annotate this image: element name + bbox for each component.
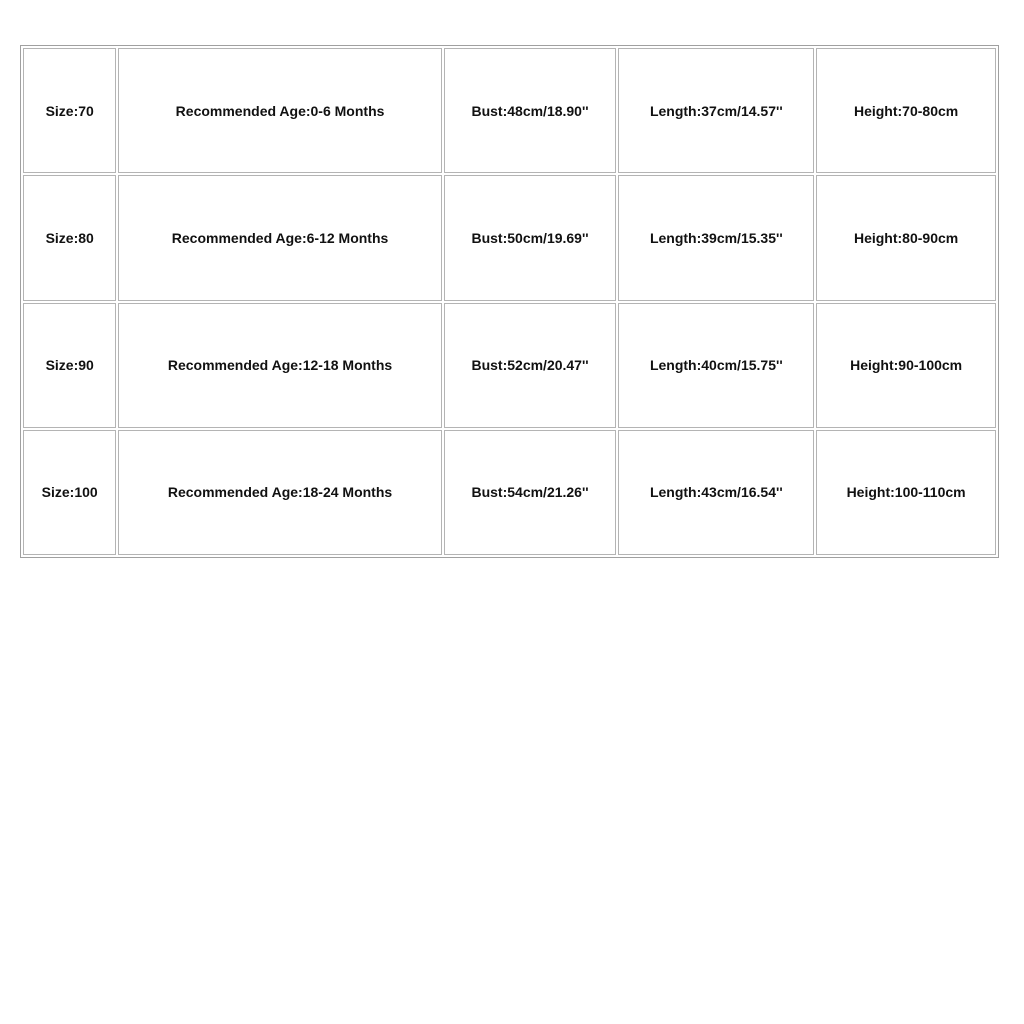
height-cell: Height:90-100cm	[816, 303, 996, 428]
recommended-age-cell: Recommended Age:0-6 Months	[118, 48, 441, 173]
size-cell: Size:80	[23, 175, 116, 300]
height-cell: Height:70-80cm	[816, 48, 996, 173]
size-cell: Size:100	[23, 430, 116, 555]
recommended-age-cell: Recommended Age:6-12 Months	[118, 175, 441, 300]
table-row	[23, 303, 996, 428]
table-row	[23, 430, 996, 555]
size-cell: Size:90	[23, 303, 116, 428]
bust-cell: Bust:50cm/19.69''	[444, 175, 617, 300]
table-row	[23, 175, 996, 300]
recommended-age-cell: Recommended Age:18-24 Months	[118, 430, 441, 555]
bust-cell: Bust:48cm/18.90''	[444, 48, 617, 173]
bust-cell: Bust:52cm/20.47''	[444, 303, 617, 428]
height-cell: Height:100-110cm	[816, 430, 996, 555]
length-cell: Length:39cm/15.35''	[618, 175, 814, 300]
length-cell: Length:40cm/15.75''	[618, 303, 814, 428]
length-cell: Length:43cm/16.54''	[618, 430, 814, 555]
bust-cell: Bust:54cm/21.26''	[444, 430, 617, 555]
length-cell: Length:37cm/14.57''	[618, 48, 814, 173]
height-cell: Height:80-90cm	[816, 175, 996, 300]
size-chart-table	[20, 45, 999, 558]
table-row	[23, 48, 996, 173]
size-cell: Size:70	[23, 48, 116, 173]
recommended-age-cell: Recommended Age:12-18 Months	[118, 303, 441, 428]
